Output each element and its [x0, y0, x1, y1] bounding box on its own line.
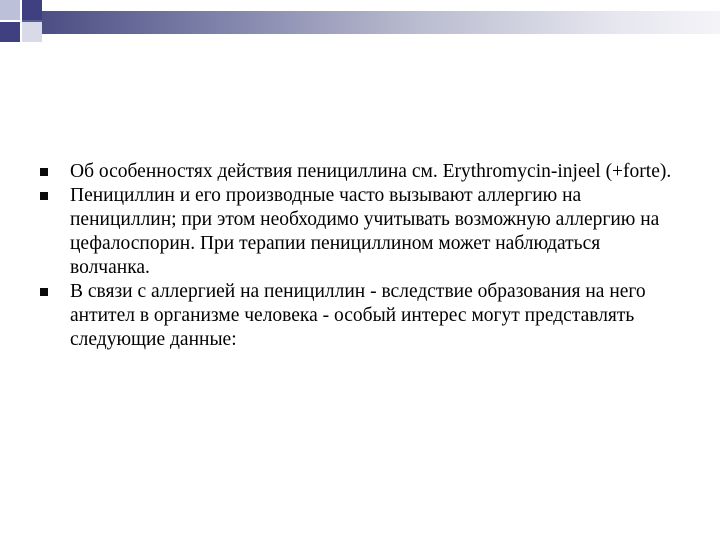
decor-square [22, 22, 42, 42]
bullet-text: Пенициллин и его производные часто вызывают аллергию на пенициллин; при этом необходимо учитывать возможную аллергию на цефалоспорин. При терапии пенициллином может наблюдаться волчанка. [70, 185, 660, 278]
title-decoration [0, 0, 720, 50]
square-bullet-icon [40, 192, 48, 200]
decor-square [0, 22, 20, 42]
bullet-item [38, 160, 678, 184]
bullet-item [38, 184, 678, 280]
slide-body [38, 160, 678, 352]
title-gradient-bar [42, 11, 720, 34]
bullet-item [38, 280, 678, 352]
decor-square [22, 0, 42, 20]
bullet-text: В связи с аллергией на пенициллин - вследствие образования на него антител в организме человека - особый интерес могут представлять следующие данные: [70, 281, 646, 350]
square-bullet-icon [40, 168, 48, 176]
bullet-list [38, 160, 678, 352]
bullet-text: Об особенностях действия пенициллина см. Erythromycin-injeel (+forte). [70, 161, 672, 182]
square-bullet-icon [40, 288, 48, 296]
decor-square [0, 0, 20, 20]
